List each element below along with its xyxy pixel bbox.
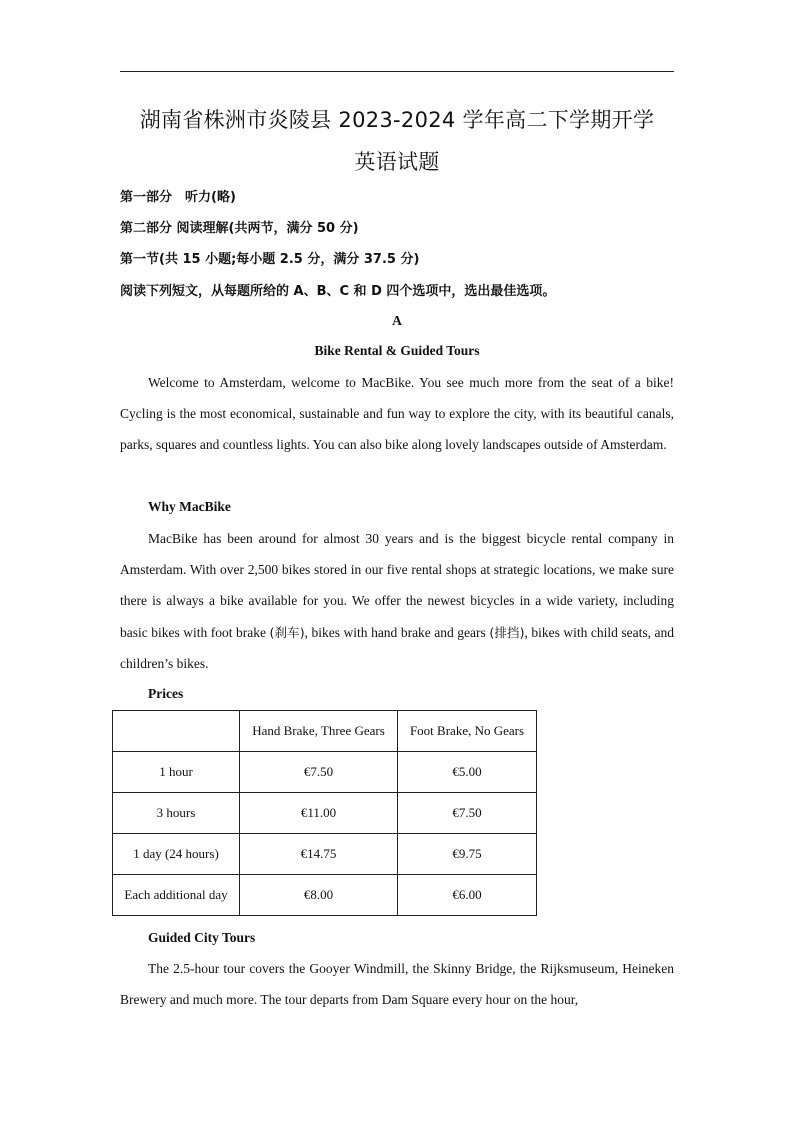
table-cell: €9.75 bbox=[398, 834, 537, 875]
table-cell: €7.50 bbox=[398, 793, 537, 834]
table-row bbox=[113, 752, 537, 793]
why-text-a: MacBike has been around for almost 30 years and is the biggest bicycle rental company in Amsterdam. With over 2,500 bikes stored in our five rental shops at strategic locations, we make sure there is always a bike available for you. We offer the newest bicycles in a wide variety, including basic bikes with foot brake bbox=[120, 531, 674, 640]
table-cell: €14.75 bbox=[240, 834, 398, 875]
tours-heading: Guided City Tours bbox=[148, 930, 256, 945]
header-rule bbox=[120, 71, 674, 72]
table-header-row bbox=[113, 711, 537, 752]
part1-heading: 第一部分 听力(略) bbox=[120, 190, 236, 205]
table-cell: €8.00 bbox=[240, 875, 398, 916]
table-cell: €11.00 bbox=[240, 793, 398, 834]
table-cell: €6.00 bbox=[398, 875, 537, 916]
table-cell: 1 hour bbox=[113, 752, 240, 793]
exam-subject: 英语试题 bbox=[354, 150, 440, 174]
table-cell: €7.50 bbox=[240, 752, 398, 793]
passage-label: A bbox=[392, 313, 402, 328]
intro-paragraph: Welcome to Amsterdam, welcome to MacBike. You see much more from the seat of a bike! Cycling is the most economical, sustainable and fun way to explore the city, with its beautiful canals, parks, squares and countless lights. You can also bike along lovely landscapes outside of Amsterdam. bbox=[120, 375, 674, 453]
why-text-c: , bikes with child seats, and children’s bikes. bbox=[120, 624, 674, 671]
table-cell: 1 day (24 hours) bbox=[113, 834, 240, 875]
why-heading: Why MacBike bbox=[148, 499, 231, 514]
why-paragraph bbox=[120, 523, 674, 679]
exam-title: 湖南省株洲市炎陵县 2023-2024 学年高二下学期开学 bbox=[139, 108, 655, 132]
why-text-b: , bikes with hand brake and gears bbox=[304, 624, 490, 640]
prices-heading: Prices bbox=[148, 686, 184, 701]
table-cell: Each additional day bbox=[113, 875, 240, 916]
table-row bbox=[113, 834, 537, 875]
part2-heading: 第二部分 阅读理解(共两节，满分 50 分) bbox=[120, 221, 359, 236]
table-cell: Hand Brake, Three Gears bbox=[240, 711, 398, 752]
table-row bbox=[113, 875, 537, 916]
prices-table bbox=[112, 710, 537, 916]
why-note-gears: (排挡) bbox=[489, 624, 525, 640]
table-row bbox=[113, 793, 537, 834]
table-cell: Foot Brake, No Gears bbox=[398, 711, 537, 752]
table-cell: €5.00 bbox=[398, 752, 537, 793]
tours-paragraph: The 2.5-hour tour covers the Gooyer Windmill, the Skinny Bridge, the Rijksmuseum, Heineken Brewery and much more. The tour departs from Dam Square every hour on the hour, bbox=[120, 961, 674, 1008]
table-cell bbox=[113, 711, 240, 752]
passage-title: Bike Rental & Guided Tours bbox=[314, 343, 480, 358]
why-note-brake: (刹车) bbox=[269, 624, 305, 640]
section1-heading: 第一节(共 15 小题;每小题 2.5 分，满分 37.5 分) bbox=[120, 252, 420, 267]
instruction: 阅读下列短文，从每题所给的 A、B、C 和 D 四个选项中，选出最佳选项。 bbox=[120, 284, 556, 299]
table-cell: 3 hours bbox=[113, 793, 240, 834]
